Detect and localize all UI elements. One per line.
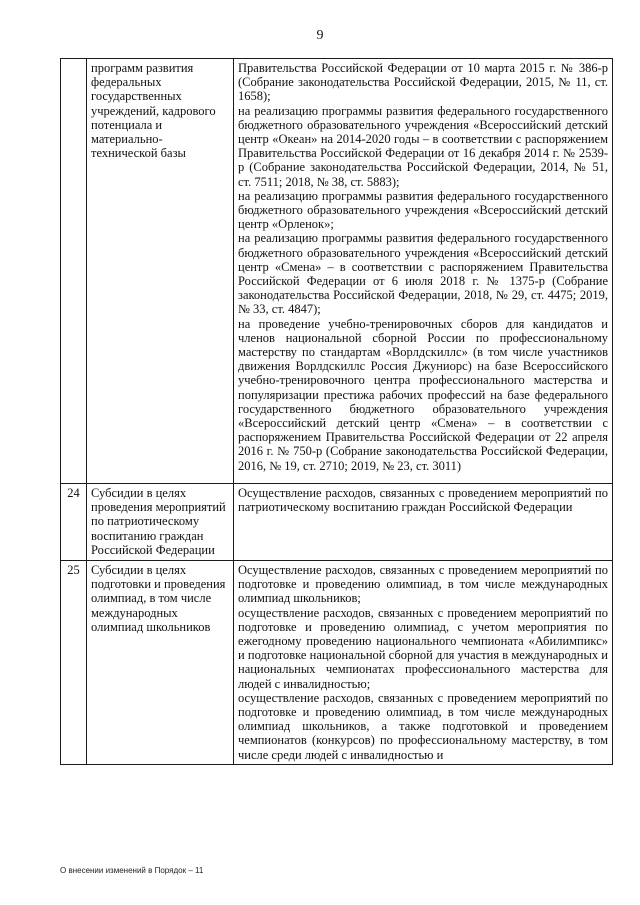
- subsidy-table: [60, 58, 613, 765]
- subsidy-name: программ развития федеральных государственных учреждений, кадрового потенциала и материально-технической базы: [87, 59, 234, 484]
- description-paragraph: на реализацию программы развития федерального государственного бюджетного образовательного учреждения «Всероссийский детский центр «Орленок»;: [238, 188, 608, 232]
- document-footer: О внесении изменений в Порядок – 11: [60, 866, 204, 875]
- table-row-25: [61, 560, 613, 764]
- subsidy-description: [234, 483, 613, 560]
- description-paragraph: Осуществление расходов, связанных с проведением мероприятий по подготовке и проведению олимпиад, в том числе международных олимпиад школьников;: [238, 562, 608, 606]
- row-number: 25: [61, 560, 87, 764]
- description-paragraph: на реализацию программы развития федерального государственного бюджетного образовательного учреждения «Всероссийский детский центр «Океан» на 2014-2020 годы – в соответствии с распоряжением Правительства Российской Федерации от 16 декабря 2014 г. № 2539-р (Собрание законодательства Российской Федерации, 2014, № 51, ст. 7511; 2018, № 38, ст. 5883);: [238, 103, 608, 189]
- description-paragraph: на проведение учебно-тренировочных сборов для кандидатов и членов национальной сборной России по профессиональному мастерству по стандартам «Ворлдскиллс» (в том числе участников движения Ворлдскиллс Россия Джуниорс) на базе Всероссийского учебно-тренировочного центра профессионального мастерства и популяризации престижа рабочих профессий на базе федерального государственного бюджетного образовательного учреждения «Всероссийский детский центр «Смена» – в соответствии с распоряжением Правительства Российской Федерации от 22 апреля 2016 г. № 750-р (Собрание законодательства Российской Федерации, 2016, № 19, ст. 2710; 2019, № 23, ст. 3011): [238, 316, 608, 473]
- subsidy-description: [234, 560, 613, 764]
- row-number: [61, 59, 87, 484]
- subsidy-name: Субсидии в целях подготовки и проведения олимпиад, в том числе международных олимпиад школьников: [87, 560, 234, 764]
- table-row-continued: [61, 59, 613, 484]
- row-number: 24: [61, 483, 87, 560]
- subsidy-description: [234, 59, 613, 484]
- subsidy-name: Субсидии в целях проведения мероприятий по патриотическому воспитанию граждан Российской Федерации: [87, 483, 234, 560]
- page-number: 9: [316, 28, 324, 43]
- table-row-24: [61, 483, 613, 560]
- description-paragraph: на реализацию программы развития федерального государственного бюджетного образовательного учреждения «Всероссийский детский центр «Смена» – в соответствии с распоряжением Правительства Российской Федерации от 6 июля 2018 г. № 1375-р (Собрание законодательства Российской Федерации, 2018, № 29, ст. 4475; 2019, № 33, ст. 4847);: [238, 231, 608, 317]
- description-paragraph: Правительства Российской Федерации от 10 марта 2015 г. № 386-р (Собрание законодательства Российской Федерации, 2015, № 11, ст. 1658);: [238, 61, 608, 104]
- description-paragraph: осуществление расходов, связанных с проведением мероприятий по подготовке и проведению олимпиад, в том числе международных олимпиад школьников, а также подготовкой и проведением чемпионатов (конкурсов) по профессиональному мастерству, в том числе среди людей с инвалидностью и: [238, 690, 608, 762]
- description-paragraph: Осуществление расходов, связанных с проведением мероприятий по патриотическому воспитанию граждан Российской Федерации: [238, 485, 608, 515]
- description-paragraph: осуществление расходов, связанных с проведением мероприятий по подготовке и проведению олимпиад, с учетом мероприятия по ежегодному проведению национального чемпионата «Абилимпикс» и подготовке национальной сборной для участия в международных и национальных чемпионатах профессионального мастерства для людей с инвалидностью;: [238, 605, 608, 691]
